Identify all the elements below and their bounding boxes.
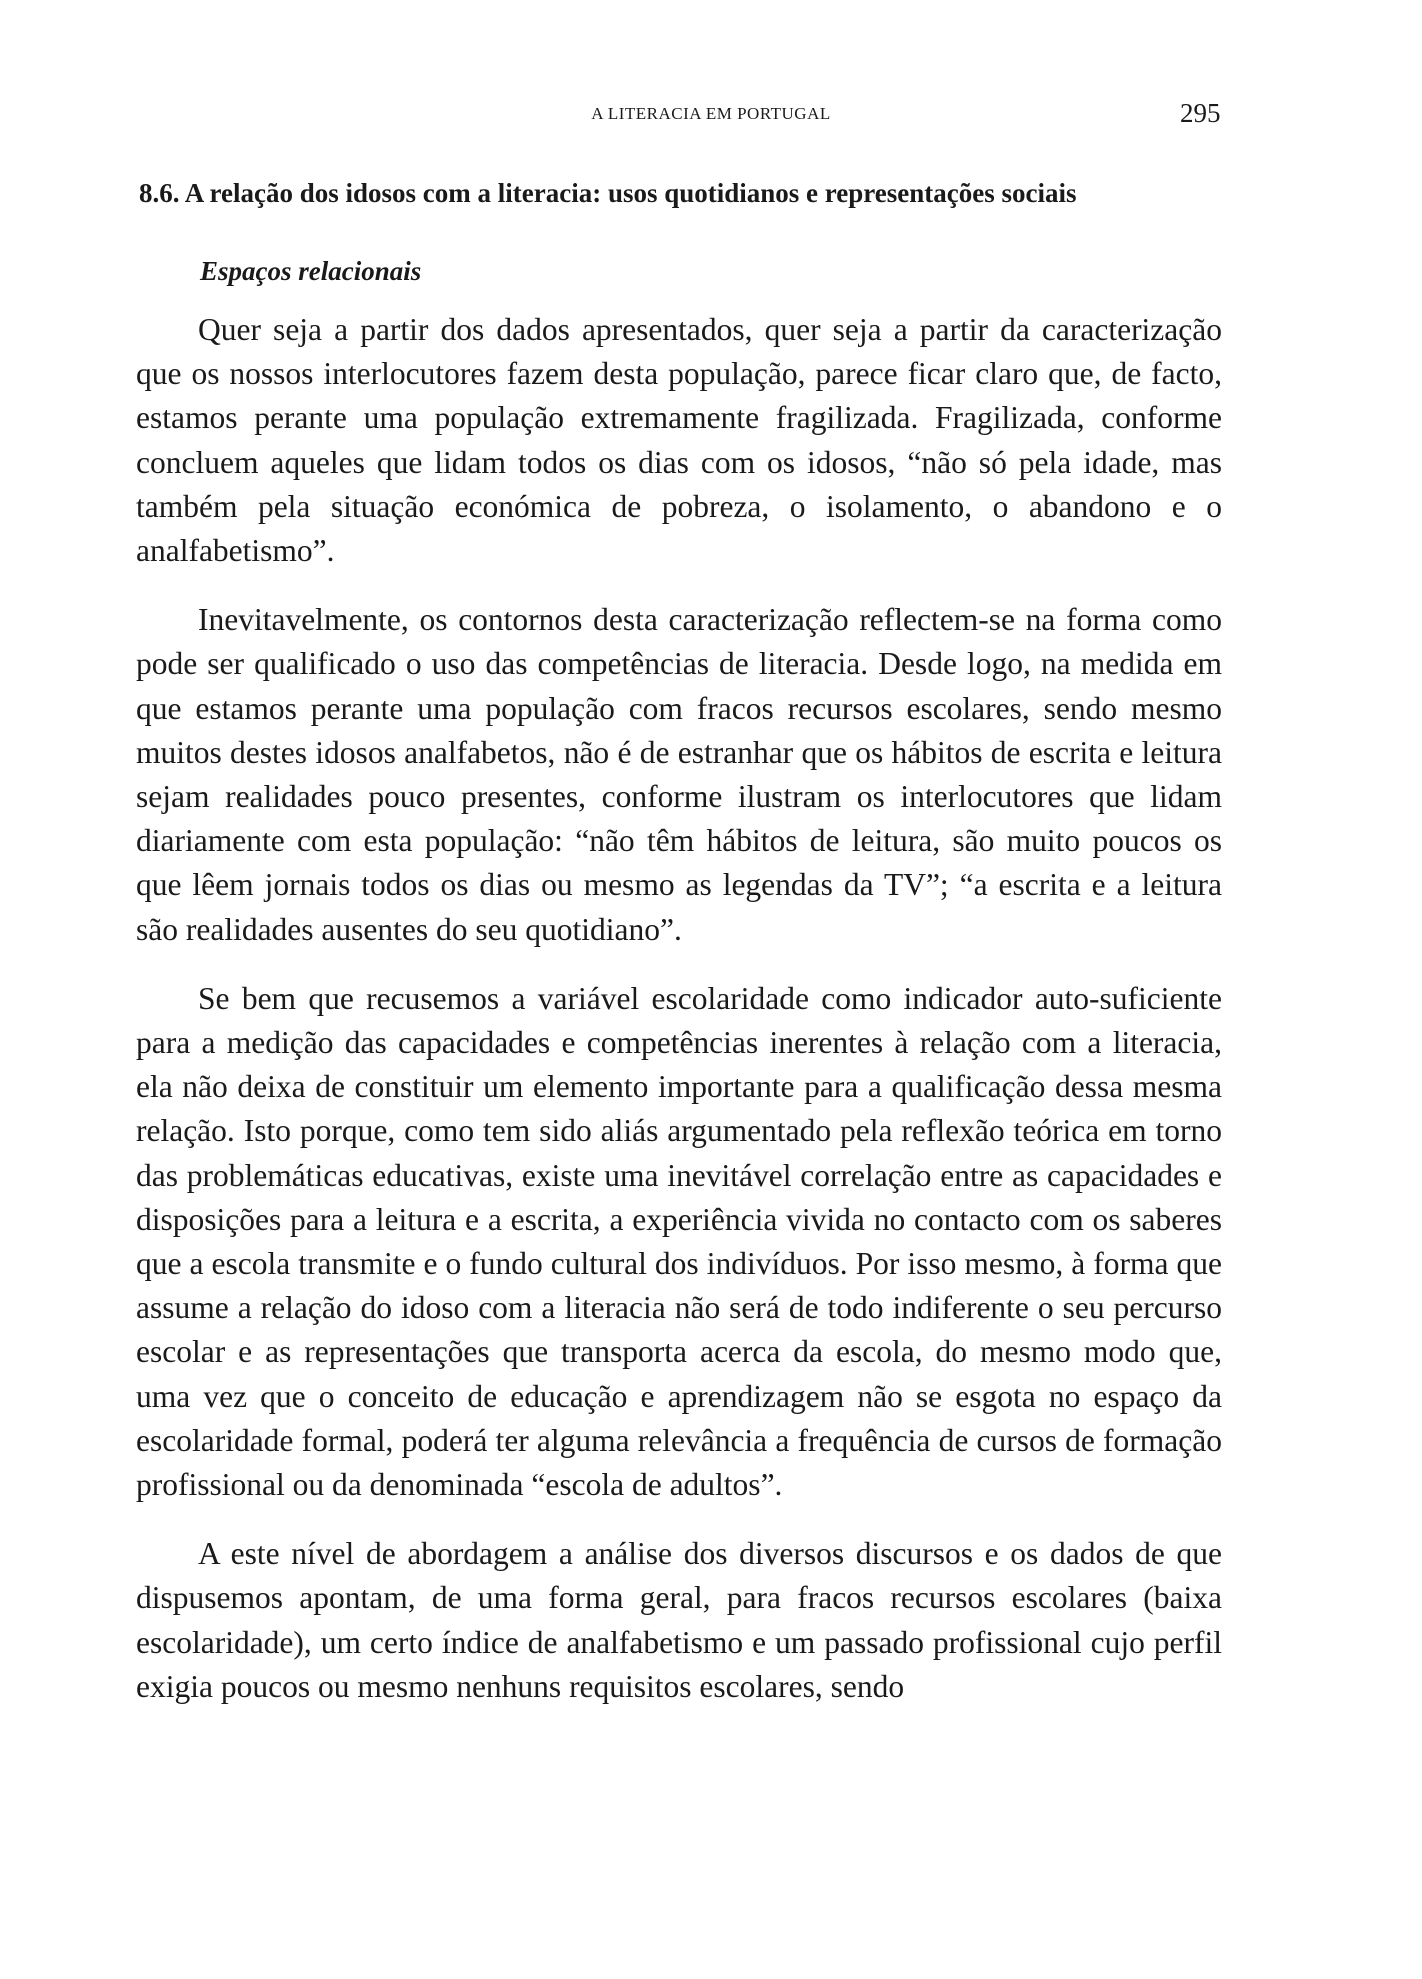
page-number: 295 <box>1180 98 1221 128</box>
paragraph: Quer seja a partir dos dados apresentados, quer seja a partir da caracterização que os nossos interlocutores fazem desta população, parece ficar claro que, de facto, estamos perante uma população extremamente fragilizada. Fragilizada, conforme concluem aqueles que lidam todos os dias com os idosos, “não só pela idade, mas também pela situação económica de pobreza, o isolamento, o abandono e o analfabetismo”. <box>136 312 1222 569</box>
body-text <box>136 308 1222 1734</box>
section-heading: 8.6. A relação dos idosos com a literacia: usos quotidianos e representações sociais <box>139 178 1077 208</box>
paragraph: Se bem que recusemos a variável escolaridade como indicador auto-suficiente para a medição das capacidades e competências inerentes à relação com a literacia, ela não deixa de constituir um elemento importante para a qualificação dessa mesma relação. Isto porque, como tem sido aliás argumentado pela reflexão teórica em torno das problemáticas educativas, existe uma inevitável correlação entre as capacidades e disposições para a leitura e a escrita, a experiência vivida no contacto com os saberes que a escola transmite e o fundo cultural dos indivíduos. Por isso mesmo, à forma que assume a relação do idoso com a literacia não será de todo indiferente o seu percurso escolar e as representações que transporta acerca da escola, do mesmo modo que, uma vez que o conceito de educação e aprendizagem não se esgota no espaço da escolaridade formal, poderá ter alguma relevância a frequência de cursos de formação profissional ou da denominada “escola de adultos”. <box>136 980 1222 1503</box>
paragraph: A este nível de abordagem a análise dos diversos discursos e os dados de que dispusemos apontam, de uma forma geral, para fracos recursos escolares (baixa escolaridade), um certo índice de analfabetismo e um passado profissional cujo perfil exigia poucos ou mesmo nenhuns requisitos escolares, sendo <box>136 1536 1222 1704</box>
running-head: A LITERACIA EM PORTUGAL <box>591 104 831 123</box>
paragraph: Inevitavelmente, os contornos desta caracterização reflectem-se na forma como pode ser qualificado o uso das competências de literacia. Desde logo, na medida em que estamos perante uma população com fracos recursos escolares, sendo mesmo muitos destes idosos analfabetos, não é de estranhar que os hábitos de escrita e leitura sejam realidades pouco presentes, conforme ilustram os interlocutores que lidam diariamente com esta população: “não têm hábitos de leitura, são muito poucos os que lêem jornais todos os dias ou mesmo as legendas da TV”; “a escrita e a leitura são realidades ausentes do seu quotidiano”. <box>136 602 1222 947</box>
sub-heading: Espaços relacionais <box>200 256 422 286</box>
